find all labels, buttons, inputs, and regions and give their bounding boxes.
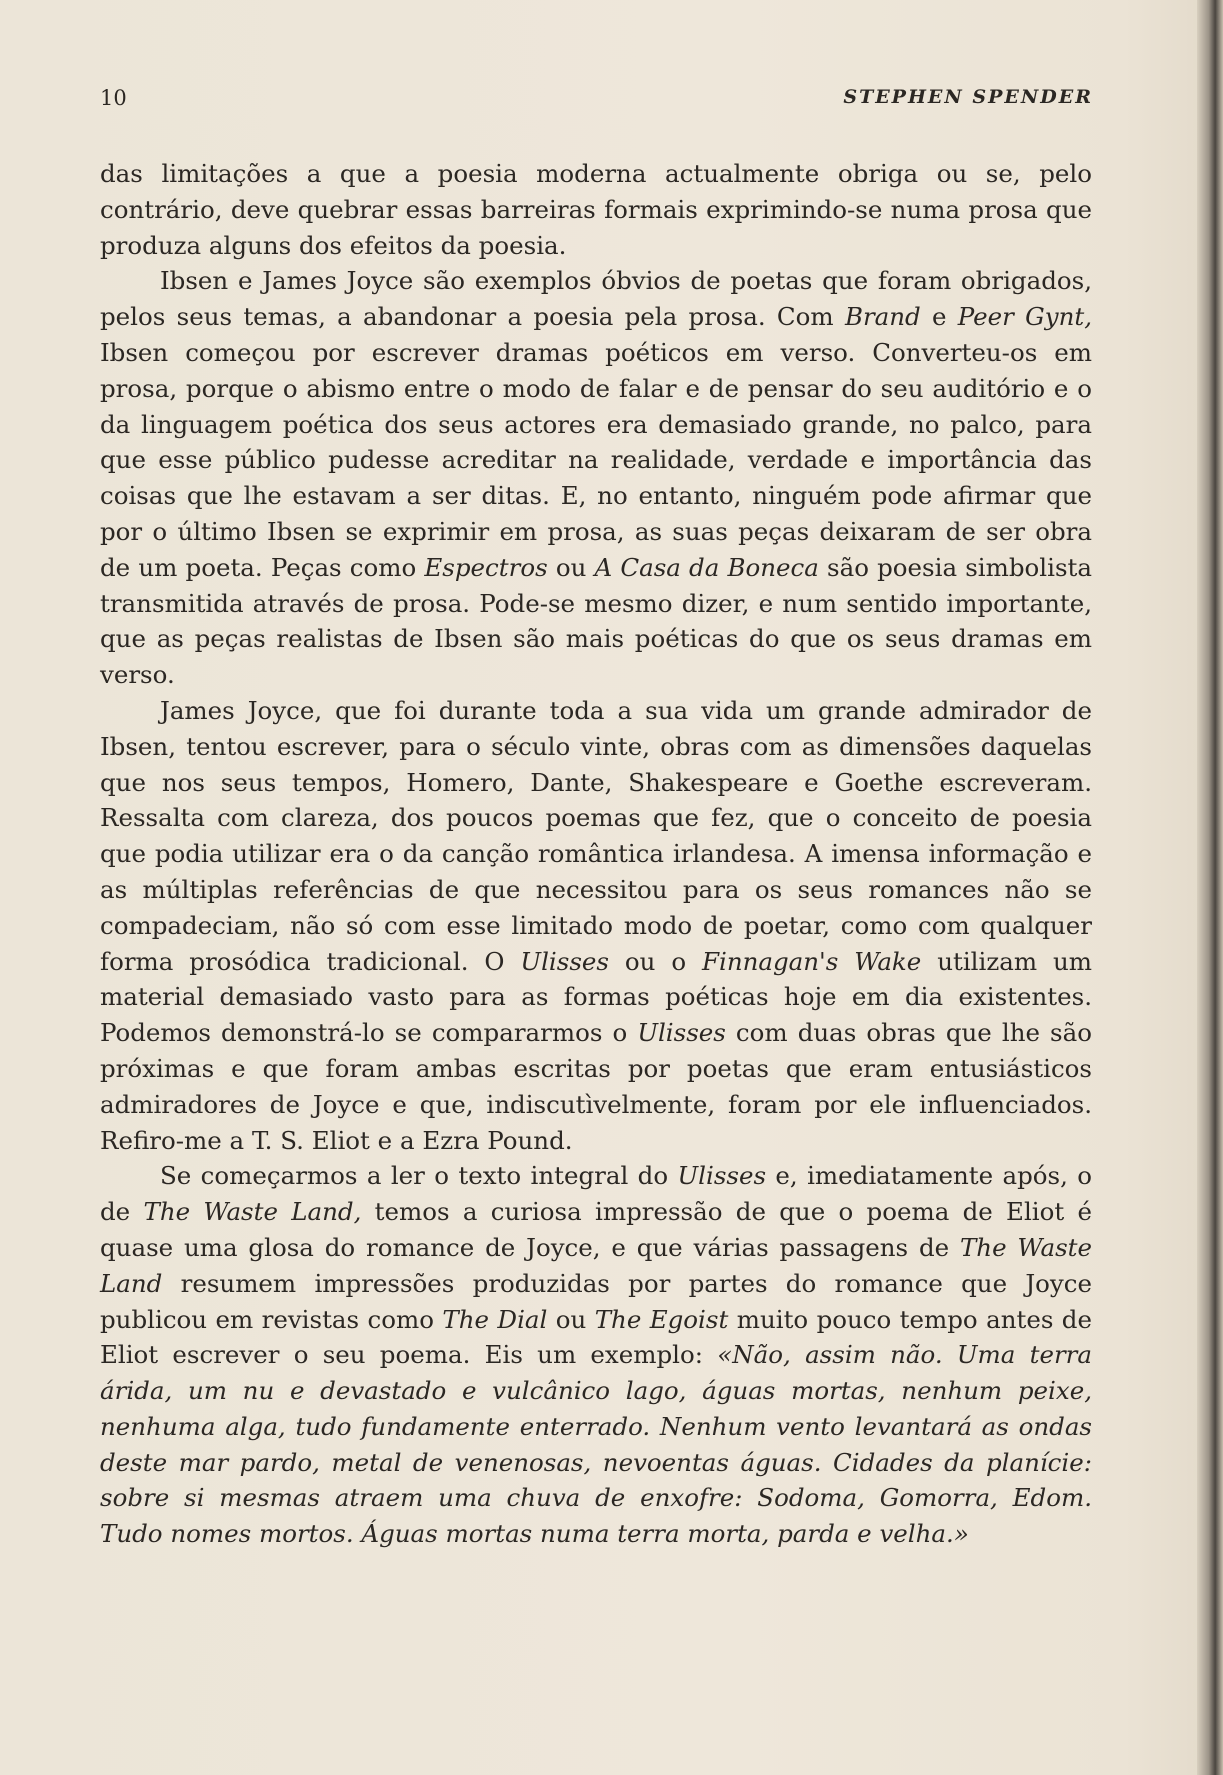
text-run: com duas obras que lhe são próximas e que foram ambas escritas por poetas que eram entusiásticos admiradores de Joyce e que, indiscutìvelmente, foram por ele influenciados. Refiro-me a T. S. Eliot e a Ezra Pound. bbox=[100, 1018, 1092, 1155]
page-header bbox=[100, 86, 1093, 116]
italic-run: Ulisses bbox=[637, 1018, 726, 1048]
italic-run: Brand bbox=[844, 302, 921, 332]
text-run: e, imediatamente após, o de bbox=[100, 1161, 1092, 1227]
italic-run: The Dial bbox=[442, 1304, 548, 1334]
text-run: Ibsen começou por escrever dramas poéticos em verso. Converteu-os em prosa, porque o abismo entre o modo de falar e de pensar do seu auditório e o da linguagem poética dos seus actores era demasiado grande, no palco, para que esse público pudesse acreditar na realidade, verdade e importância das coisas que lhe estavam a ser ditas. E, no entanto, ninguém pode afirmar que por o último Ibsen se exprimir em prosa, as suas peças deixaram de ser obra de um poeta. Peças como bbox=[100, 337, 1092, 582]
text-run: Ibsen e James Joyce são exemplos óbvios de poetas que foram obrigados, pelos seus temas, a abandonar a poesia pela prosa. Com bbox=[100, 266, 1092, 332]
text-run: ou bbox=[547, 552, 595, 582]
text-run: muito pouco tempo antes de Eliot escrever o seu poema. Eis um exemplo: bbox=[100, 1304, 1092, 1370]
body-text bbox=[100, 156, 1092, 1552]
text-run: utilizam um material demasiado vasto para as formas poéticas hoje em dia existentes. Podemos demonstrá-lo se compararmos o bbox=[100, 946, 1092, 1048]
paragraph-2 bbox=[100, 263, 1092, 693]
italic-run: Ulisses bbox=[520, 946, 609, 976]
text-run: resumem impressões produzidas por partes do romance que Joyce publicou em revistas como bbox=[100, 1268, 1092, 1334]
italic-run: «Não, assim não. Uma terra árida, um nu e devastado e vulcânico lago, águas mortas, nenhum peixe, nenhuma alga, tudo fundamente enterrado. Nenhum vento levantará as ondas deste mar pardo, metal de venenosas, nevoentas águas. Cidades da planície: sobre si mesmas atraem uma chuva de enxofre: Sodoma, Gomorra, Edom. Tudo nomes mortos. Águas mortas numa terra morta, parda e velha.» bbox=[100, 1340, 1092, 1549]
italic-run: The Waste Land bbox=[100, 1232, 1092, 1298]
running-head: STEPHEN SPENDER bbox=[843, 86, 1093, 108]
page-edge-shadow bbox=[1197, 0, 1223, 1775]
text-run: ou bbox=[547, 1304, 595, 1334]
text-run: são poesia simbolista transmitida através de prosa. Pode-se mesmo dizer, e num sentido importante, que as peças realistas de Ibsen são mais poéticas do que os seus dramas em verso. bbox=[100, 552, 1093, 690]
page-number: 10 bbox=[100, 86, 127, 110]
italic-run: Ulisses bbox=[677, 1161, 767, 1191]
text-run: ou o bbox=[608, 946, 702, 976]
italic-run: Espectros bbox=[424, 552, 548, 582]
italic-run: A Casa da Boneca bbox=[594, 552, 819, 582]
paragraph-3 bbox=[100, 693, 1092, 1158]
text-run: temos a curiosa impressão de que o poema de Eliot é quase uma glosa do romance de Joyce, e que várias passagens de bbox=[100, 1197, 1092, 1262]
italic-run: Peer Gynt, bbox=[957, 302, 1092, 332]
italic-run: The Waste Land, bbox=[143, 1197, 362, 1227]
text-run: Se começarmos a ler o texto integral do bbox=[160, 1161, 678, 1191]
text-run: e bbox=[920, 302, 958, 332]
italic-run: The Egoist bbox=[594, 1304, 729, 1334]
paragraph-4 bbox=[100, 1158, 1092, 1552]
italic-run: Finnagan's Wake bbox=[701, 946, 922, 976]
paragraph-1: das limitações a que a poesia moderna actualmente obriga ou se, pelo contrário, deve quebrar essas barreiras formais exprimindo-se numa prosa que produza alguns dos efeitos da poesia. bbox=[100, 159, 1092, 260]
text-run: James Joyce, que foi durante toda a sua vida um grande admirador de Ibsen, tentou escrever, para o século vinte, obras com as dimensões daquelas que nos seus tempos, Homero, Dante, Shakespeare e Goethe escreveram. Ressalta com clareza, dos poucos poemas que fez, que o conceito de poesia que podia utilizar era o da canção romântica irlandesa. A imensa informação e as múltiplas referências de que necessitou para os seus romances não se compadeciam, não só com esse limitado modo de poetar, como com qualquer forma prosódica tradicional. O bbox=[100, 695, 1092, 976]
